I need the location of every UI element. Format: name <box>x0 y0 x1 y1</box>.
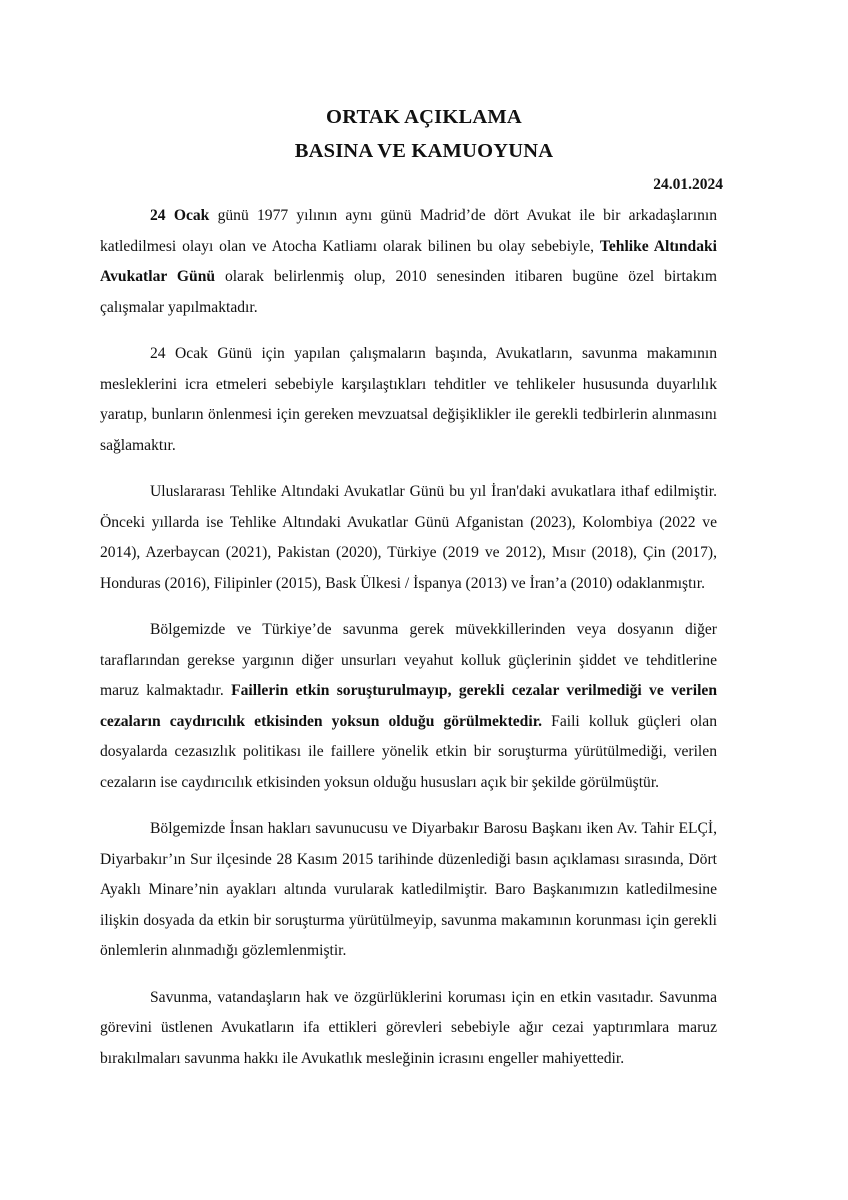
paragraph-1 <box>100 201 717 323</box>
bold-phrase: Tehlike Altındaki Avukatlar Günü <box>100 237 717 285</box>
paragraph-4 <box>100 615 717 798</box>
bold-phrase: Faillerin etkin soruşturulmayıp, gerekli cezalar verilmediği ve verilen cezaların caydırıcılık etkisinden yoksun olduğu görülmektedir. <box>100 682 717 730</box>
text-run: günü 1977 yılının aynı günü Madrid’de dört Avukat ile bir arkadaşlarının katledilmesi olayı olan ve Atocha Katliamı olarak bilinen bu olay sebebiyle, <box>100 207 717 255</box>
heading <box>0 100 848 168</box>
heading-subtitle: BASINA VE KAMUOYUNA <box>294 140 554 162</box>
heading-title: ORTAK AÇIKLAMA <box>326 106 522 128</box>
text-run: olarak belirlenmiş olup, 2010 senesinden itibaren bugüne özel birtakım çalışmalar yapılmaktadır. <box>100 268 717 316</box>
paragraph-5: Bölgemizde İnsan hakları savunucusu ve Diyarbakır Barosu Başkanı iken Av. Tahir ELÇİ, Diyarbakır’ın Sur ilçesinde 28 Kasım 2015 tarihinde düzenlediği basın açıklaması sırasında, Dört Ayaklı Minare’nin ayakları altında vurularak katledilmiştir. Baro Başkanımızın katledilmesine ilişkin dosyada da etkin bir soruşturma yürütülmeyip, savunma makamının korunması için gerekli önlemlerin alınmadığı gözlemlenmiştir. <box>100 820 717 959</box>
bold-phrase: 24 Ocak <box>150 207 210 224</box>
paragraph-3: Uluslararası Tehlike Altındaki Avukatlar Günü bu yıl İran'daki avukatlara ithaf edilmiştir. Önceki yıllarda ise Tehlike Altındaki Avukatlar Günü Afganistan (2023), Kolombiya (2022 ve 2014), Azerbaycan (2021), Pakistan (2020), Türkiye (2019 ve 2012), Mısır (2018), Çin (2017), Honduras (2016), Filipinler (2015), Bask Ülkesi / İspanya (2013) ve İran’a (2010) odaklanmıştır. <box>100 483 717 592</box>
document-body <box>100 201 717 1090</box>
paragraph-2: 24 Ocak Günü için yapılan çalışmaların başında, Avukatların, savunma makamının mesleklerini icra etmeleri sebebiyle karşılaştıkları tehditler ve tehlikeler hususunda duyarlılık yaratıp, bunların önlenmesi için gereken mevzuatsal değişiklikler ile gerekli tedbirlerin alınmasını sağlamaktır. <box>100 345 717 454</box>
document-date: 24.01.2024 <box>653 176 723 193</box>
paragraph-6: Savunma, vatandaşların hak ve özgürlüklerini koruması için en etkin vasıtadır. Savunma görevini üstlenen Avukatların ifa ettikleri görevleri sebebiyle ağır cezai yaptırımlara maruz bırakılmaları savunma hakkı ile Avukatlık mesleğinin icrasını engeller mahiyettedir. <box>100 988 717 1067</box>
text-run: Faili kolluk güçleri olan dosyalarda cezasızlık politikası ile faillere yönelik etkin bir soruşturma yürütülmediği, verilen cezaların ise caydırıcılık etkisinden yoksun olduğu hususları açık bir şekilde görülmüştür. <box>100 712 717 791</box>
text-run: Bölgemizde ve Türkiye’de savunma gerek müvekkillerinden veya dosyanın diğer taraflarından gerekse yargının diğer unsurları veyahut kolluk güçlerinin şiddet ve tehditlerine maruz kalmaktadır. <box>100 621 717 699</box>
